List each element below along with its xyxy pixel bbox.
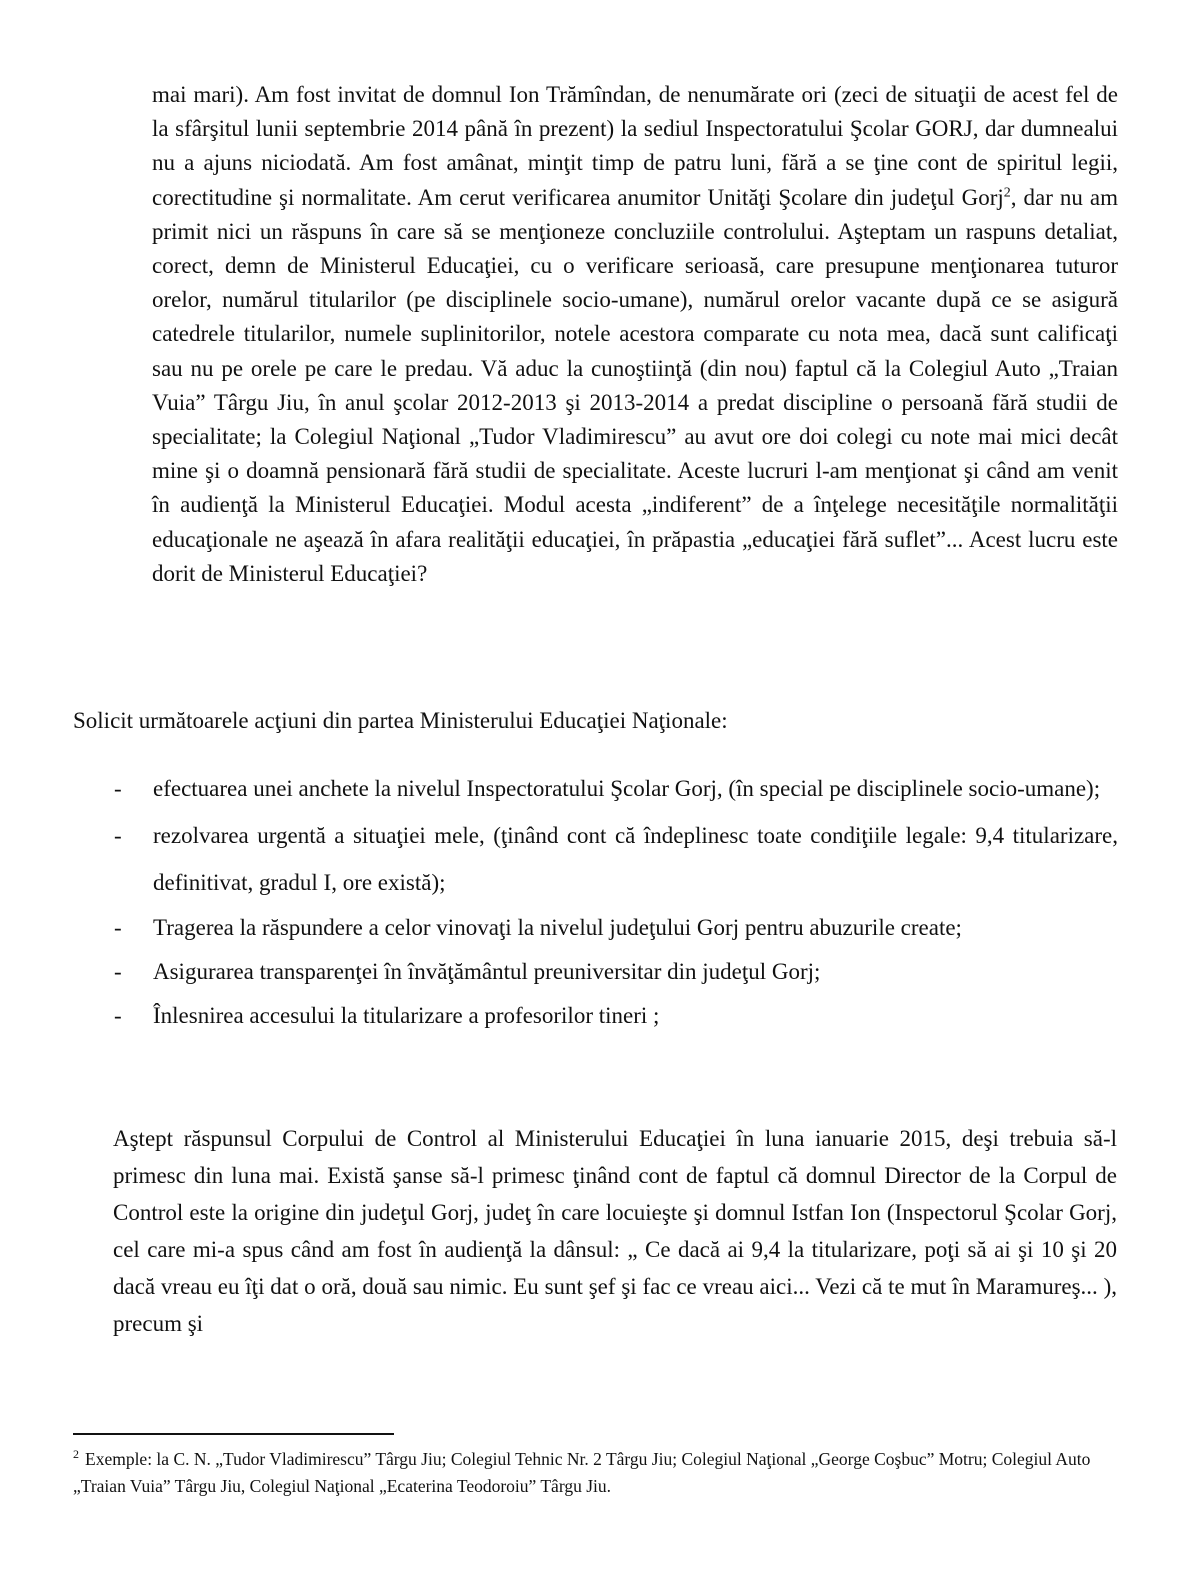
bullet-dash: - <box>114 1003 122 1028</box>
list-item <box>114 906 1118 950</box>
body-paragraph-2: Aştept răspunsul Corpului de Control al Ministerului Educaţiei în luna ianuarie 2015, deşi trebuia să-l primesc din luna mai. Există şanse să-l primesc ţinând cont de faptul că domnul Director de la Corpul de Control este la origine din judeţul Gorj, judeţ în care locuieşte şi domnul Istfan Ion (Inspectorul Şcolar Gorj, cel care mi-a spus când am fost în audienţă la dânsul: „ Ce dacă ai 9,4 la titularizare, poţi să ai şi 10 şi 20 dacă vreau eu îţi dat o oră, două sau nimic. Eu sunt şef şi fac ce vreau aici... Vezi că te mut în Maramureş... ), precum şi <box>113 1126 1117 1336</box>
list-item-text: Asigurarea transparenţei în învăţământul preuniversitar din judeţul Gorj; <box>153 959 821 984</box>
bullet-dash: - <box>114 959 122 984</box>
bullet-dash: - <box>114 915 122 940</box>
list-item-text: Tragerea la răspundere a celor vinovaţi la nivelul judeţului Gorj pentru abuzurile create; <box>153 915 962 940</box>
list-item <box>114 994 1118 1038</box>
list-item <box>114 950 1118 994</box>
list-item <box>114 812 1118 906</box>
body-paragraph-1 <box>152 78 1118 591</box>
requests-list <box>114 765 1118 1038</box>
bullet-dash: - <box>114 823 122 848</box>
list-item-text: Înlesnirea accesului la titularizare a profesorilor tineri ; <box>153 1003 660 1028</box>
paragraph-1-part-a: mai mari). Am fost invitat de domnul Ion Trămîndan, de nenumărate ori (zeci de situaţii de acest fel de la sfârşitul lunii septembrie 2014 până în prezent) la sediul Inspectoratului Şcolar GORJ, dar dumnealui nu a ajuns niciodată. Am fost amânat, minţit timp de patru luni, fără a se ţine cont de spiritul legii, corectitudine şi normalitate. Am cerut verificarea anumitor Unităţi Şcolare din judeţul Gorj <box>152 82 1118 210</box>
list-item-text: rezolvarea urgentă a situaţiei mele, (ţinând cont că îndeplinesc toate condiţiile legale: 9,4 titularizare, definitivat, gradul I, ore există); <box>153 823 1118 895</box>
paragraph-1-part-b: , dar nu am primit nici un răspuns în care să se menţioneze concluziile controlului. Aşteptam un raspuns detaliat, corect, demn de Ministerul Educaţiei, cu o verificare serioasă, care presupune menţionarea tuturor orelor, numărul titularilor (pe disciplinele socio-umane), numărul orelor vacante după ce se asigură catedrele titularilor, numele suplinitorilor, notele acestora comparate cu nota mea, dacă sunt calificaţi sau nu pe orele pe care le predau. Vă aduc la cunoştiinţă (din nou) faptul că la Colegiul Auto „Traian Vuia” Târgu Jiu, în anul şcolar 2012-2013 şi 2013-2014 a predat discipline o persoană fără studii de specialitate; la Colegiul Naţional „Tudor Vladimirescu” au avut ore doi colegi cu note mai mici decât mine şi o doamnă pensionară fără studii de specialitate. Aceste lucruri l-am menţionat şi când am venit în audienţă la Ministerul Educaţiei. Modul acesta „indiferent” de a înţelege necesităţile normalităţii educaţionale ne aşează în afara realităţii educaţiei, în prăpastia „educaţiei fără suflet”... Acest lucru este dorit de Ministerul Educaţiei? <box>152 184 1118 586</box>
requests-intro: Solicit următoarele acţiuni din partea Ministerului Educaţiei Naţionale: <box>73 708 728 733</box>
footnote-reference[interactable]: 2 <box>1003 184 1011 200</box>
footnote-number: 2 <box>73 1447 79 1462</box>
footnote-text: Exemple: la C. N. „Tudor Vladimirescu” Târgu Jiu; Colegiul Tehnic Nr. 2 Târgu Jiu; Colegiul Naţional „George Coşbuc” Motru; Colegiul Auto „Traian Vuia” Târgu Jiu, Colegiul Naţional „Ecaterina Teodoroiu” Târgu Jiu. <box>73 1449 1091 1496</box>
list-item-text: efectuarea unei anchete la nivelul Inspectoratului Şcolar Gorj, (în special pe disciplinele socio-umane); <box>153 776 1101 801</box>
footnote <box>73 1446 1133 1500</box>
list-item <box>114 765 1118 812</box>
bullet-dash: - <box>114 776 122 801</box>
footnote-separator <box>73 1433 394 1435</box>
